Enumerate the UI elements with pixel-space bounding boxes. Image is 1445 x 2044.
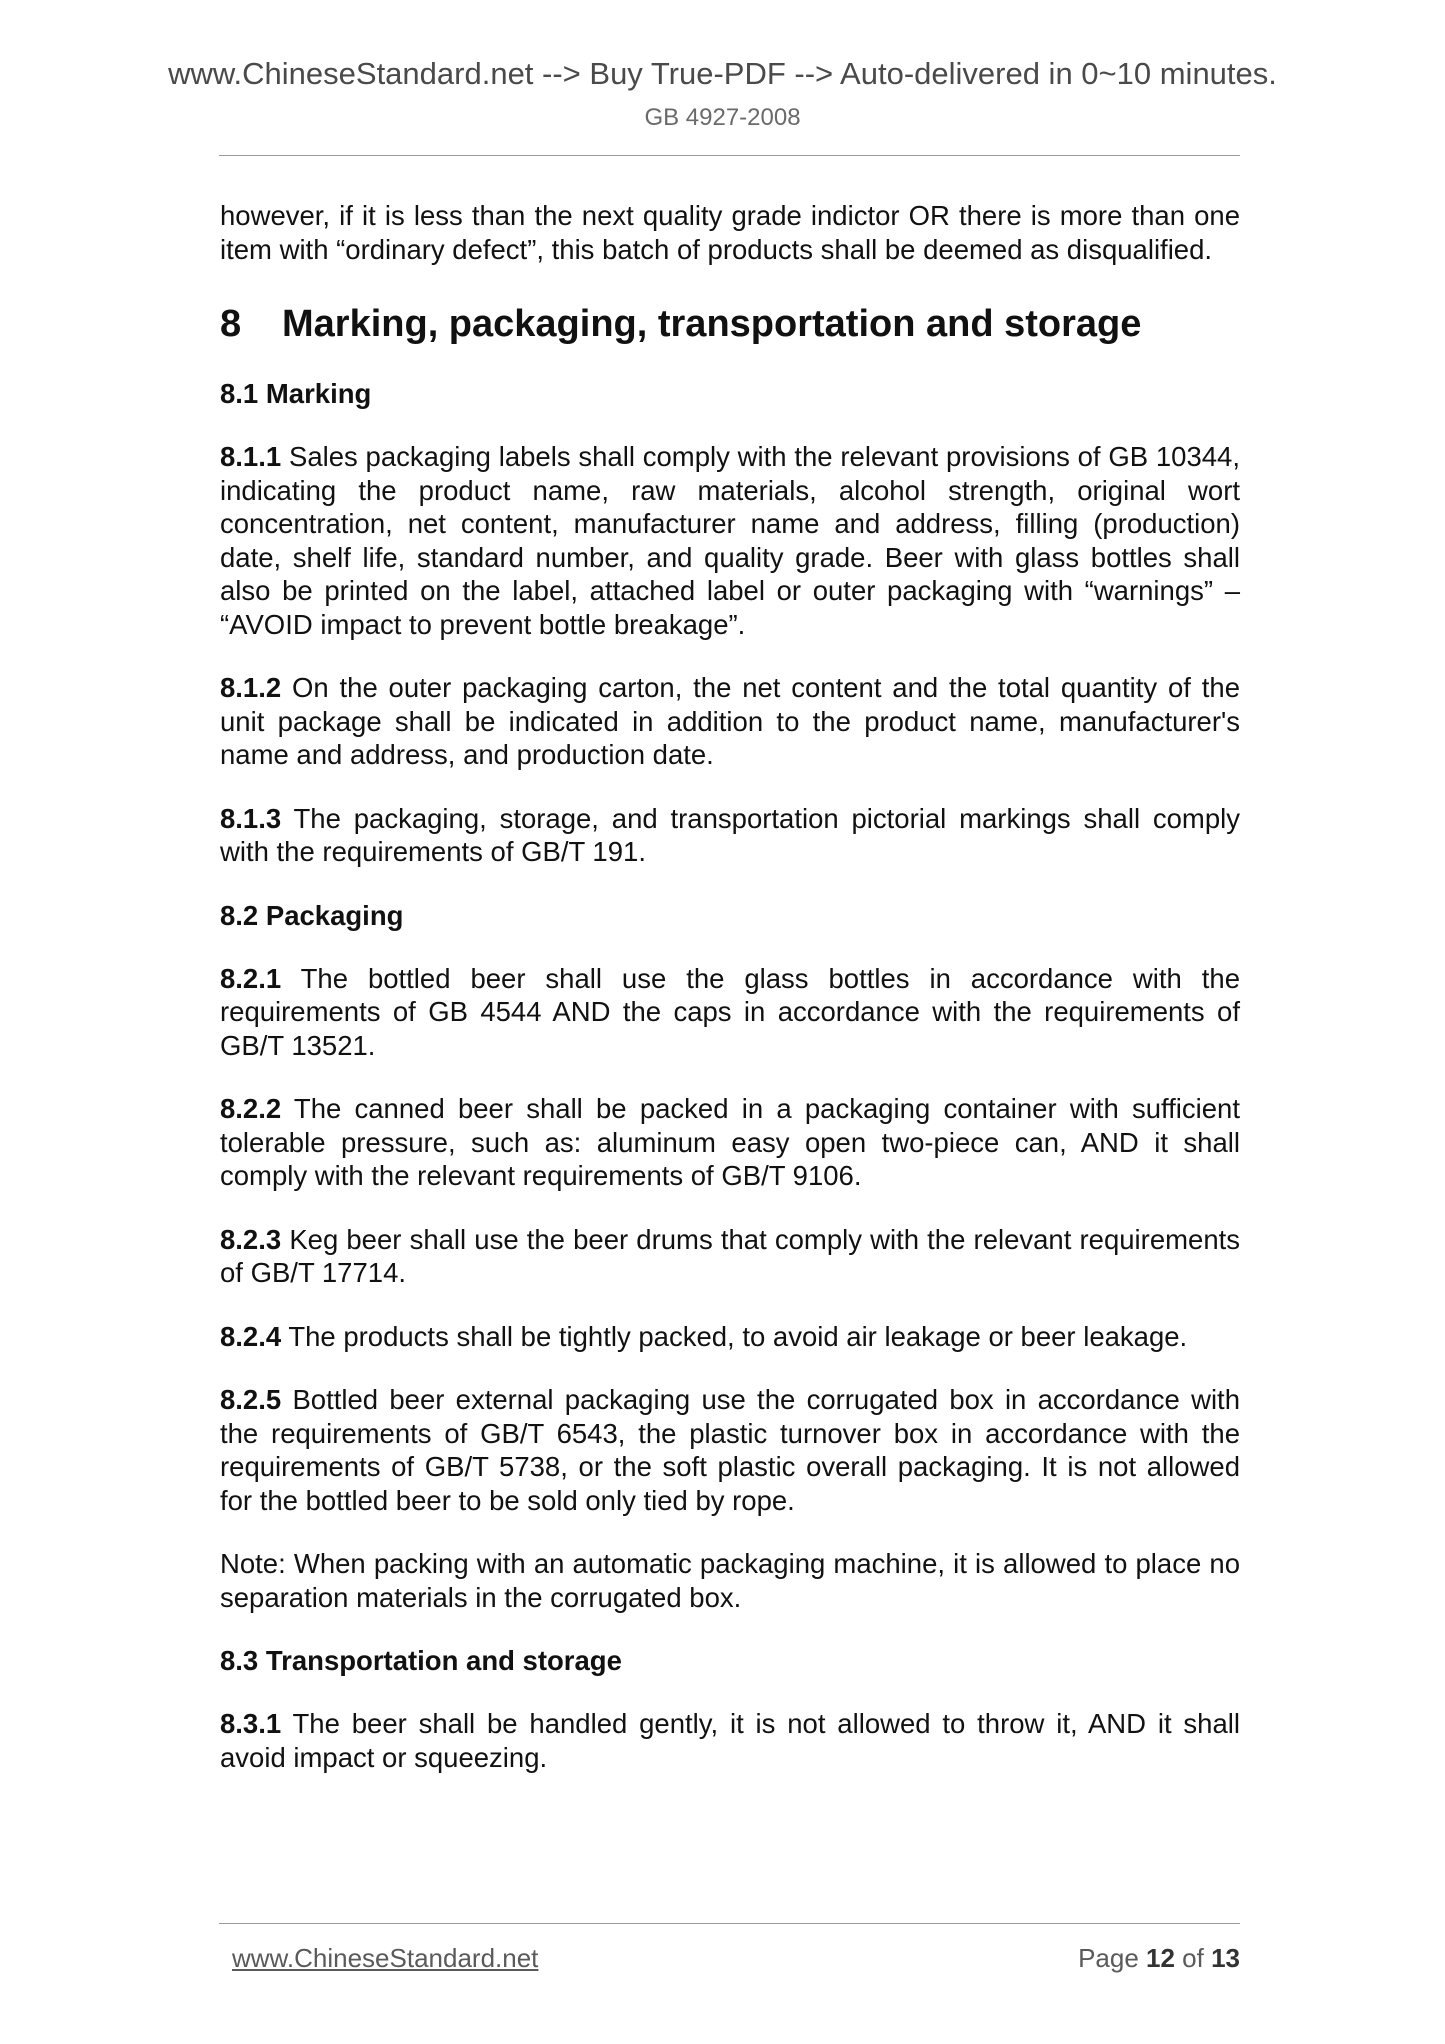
section-number: 8 bbox=[220, 303, 242, 345]
clause-8-2-4 bbox=[220, 1320, 1240, 1354]
clause-number: 8.2.5 bbox=[220, 1384, 282, 1415]
subsection-8-1-heading: 8.1 Marking bbox=[220, 378, 372, 409]
clause-number: 8.2.2 bbox=[220, 1093, 282, 1124]
header-banner: www.ChineseStandard.net --> Buy True-PDF --> Auto-delivered in 0~10 minutes. bbox=[168, 56, 1277, 91]
clause-number: 8.2.1 bbox=[220, 962, 282, 994]
header-divider bbox=[219, 155, 1240, 156]
page-of: of bbox=[1174, 1943, 1212, 1973]
clause-text: Keg beer shall use the beer drums that comply with the relevant requirements of GB/T 17714. bbox=[220, 1223, 1240, 1288]
standard-code: GB 4927-2008 bbox=[644, 104, 801, 131]
clause-text: The products shall be tightly packed, to avoid air leakage or beer leakage. bbox=[281, 1320, 1188, 1352]
footer-divider bbox=[219, 1923, 1240, 1924]
subsection-8-2-heading: 8.2 Packaging bbox=[220, 899, 404, 931]
clause-text: The packaging, storage, and transportation pictorial markings shall comply with the requirements of GB/T 191. bbox=[220, 802, 1240, 867]
clause-text: Bottled beer external packaging use the corrugated box in accordance with the requirements of GB/T 6543, the plastic turnover box in accordance with the requirements of GB/T 5738, or the soft plastic overall packaging. It is not allowed for the bottled beer to be sold only tied by rope. bbox=[220, 1384, 1240, 1516]
document-body bbox=[220, 199, 1240, 1804]
clause-8-2-3 bbox=[220, 1223, 1240, 1290]
clause-8-1-3 bbox=[220, 802, 1240, 869]
subsection-8-3-heading: 8.3 Transportation and storage bbox=[220, 1645, 622, 1676]
clause-text: The beer shall be handled gently, it is not allowed to throw it, AND it shall avoid impact or squeezing. bbox=[220, 1708, 1240, 1773]
clause-number: 8.2.4 bbox=[220, 1320, 282, 1352]
clause-8-2-2 bbox=[220, 1092, 1240, 1193]
page-prefix: Page bbox=[1078, 1943, 1147, 1973]
clause-number: 8.1.2 bbox=[220, 672, 282, 703]
page-current: 12 bbox=[1146, 1943, 1175, 1973]
clause-text: The canned beer shall be packed in a packaging container with sufficient tolerable pressure, such as: aluminum easy open two-piece can, AND it shall comply with the relevant requirements of GB/T 9106. bbox=[220, 1093, 1240, 1191]
clause-number: 8.2.3 bbox=[220, 1223, 282, 1255]
section-8-heading bbox=[220, 302, 1240, 346]
clause-8-2-1 bbox=[220, 962, 1240, 1063]
clause-number: 8.3.1 bbox=[220, 1708, 282, 1739]
clause-8-3-1 bbox=[220, 1707, 1240, 1774]
page-number bbox=[1078, 1945, 1240, 1971]
footer-website-link[interactable]: www.ChineseStandard.net bbox=[232, 1943, 539, 1973]
clause-text: The bottled beer shall use the glass bottles in accordance with the requirements of GB 4544 AND the caps in accordance with the requirements of GB/T 13521. bbox=[220, 962, 1240, 1061]
section-title: Marking, packaging, transportation and storage bbox=[282, 303, 1142, 345]
clause-number: 8.1.1 bbox=[220, 441, 282, 472]
intro-paragraph: however, if it is less than the next quality grade indictor OR there is more than one item with “ordinary defect”, this batch of products shall be deemed as disqualified. bbox=[220, 200, 1240, 265]
clause-8-2-5 bbox=[220, 1383, 1240, 1517]
page-total: 13 bbox=[1211, 1943, 1240, 1973]
clause-text: On the outer packaging carton, the net content and the total quantity of the unit package shall be indicated in addition to the product name, manufacturer's name and address, and production date. bbox=[220, 672, 1240, 770]
clause-text: Sales packaging labels shall comply with the relevant provisions of GB 10344, indicating the product name, raw materials, alcohol strength, original wort concentration, net content, manufacturer name and address, filling (production) date, shelf life, standard number, and quality grade. Beer with glass bottles shall also be printed on the label, attached label or outer packaging with “warnings” – “AVOID impact to prevent bottle breakage”. bbox=[220, 441, 1240, 640]
clause-number: 8.1.3 bbox=[220, 802, 282, 834]
note-paragraph: Note: When packing with an automatic packaging machine, it is allowed to place no separation materials in the corrugated box. bbox=[220, 1548, 1240, 1613]
clause-8-1-1 bbox=[220, 440, 1240, 641]
clause-8-1-2 bbox=[220, 671, 1240, 772]
